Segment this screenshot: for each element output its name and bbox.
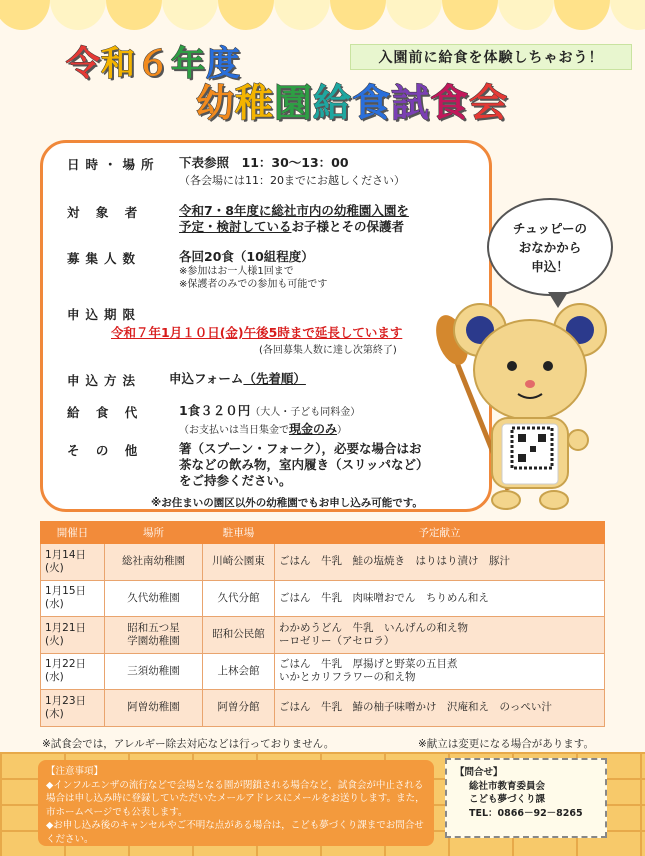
method-form: 申込フォーム bbox=[169, 371, 244, 386]
title-letter: 給 bbox=[313, 81, 353, 125]
cell-parking-line: 昭和公民館 bbox=[212, 628, 265, 641]
cell-date-line: (木) bbox=[45, 707, 64, 720]
title-letter: 園 bbox=[274, 81, 314, 125]
fee-label: 給 食 代 bbox=[67, 405, 144, 420]
cell-place-line: 三須幼稚園 bbox=[127, 664, 180, 677]
fee-text: 1食３２０円 bbox=[179, 403, 251, 418]
cell-place bbox=[105, 580, 203, 617]
cell-date-line: 1月22日 bbox=[45, 658, 87, 671]
contact-tel: TEL：0866－92－8265 bbox=[469, 807, 583, 819]
cell-menu bbox=[275, 544, 605, 581]
title-letter: 会 bbox=[469, 81, 509, 125]
cell-date-line: 1月23日 bbox=[45, 694, 87, 707]
deadline-note: (各回募集人数に達し次第終了) bbox=[259, 345, 397, 356]
table-row bbox=[41, 690, 605, 727]
cell-place bbox=[105, 653, 203, 690]
title-letter: 度 bbox=[206, 44, 241, 84]
method-value bbox=[169, 371, 306, 387]
cell-menu-line: いかとカリフラワーの和え物 bbox=[279, 671, 416, 684]
awning-scallop-piece bbox=[0, 0, 50, 30]
awning-scallop-piece bbox=[50, 0, 106, 30]
title-main bbox=[196, 80, 508, 126]
cell-parking bbox=[203, 580, 275, 617]
col-menu: 予定献立 bbox=[275, 522, 605, 544]
table-row bbox=[41, 617, 605, 654]
cell-date-line: (火) bbox=[45, 634, 64, 647]
cell-place bbox=[105, 690, 203, 727]
awning-scallop-piece bbox=[610, 0, 645, 30]
awning-scallop bbox=[0, 0, 645, 34]
awning-scallop-piece bbox=[162, 0, 218, 30]
cell-menu-line: ごはん 牛乳 鰆の柚子味噌かけ 沢庵和え のっぺい汁 bbox=[279, 701, 552, 714]
table-header-row bbox=[41, 522, 605, 544]
awning-scallop-piece bbox=[386, 0, 442, 30]
title-letter: 食 bbox=[430, 81, 470, 125]
cell-parking bbox=[203, 653, 275, 690]
cell-parking-line: 川崎公園東 bbox=[212, 555, 265, 568]
speech-bubble: チュッピーの おなかから 申込！ bbox=[487, 198, 613, 296]
title-letter: 年 bbox=[171, 44, 206, 84]
fee-text-note: （大人・子ども同料金） bbox=[250, 407, 361, 418]
cell-place bbox=[105, 617, 203, 654]
target-line1: 令和7・8年度に総社市内の幼稚園入園を bbox=[179, 203, 409, 218]
info-footnote: ※お住まいの園区以外の幼稚園でもお申し込み可能です。 bbox=[151, 497, 423, 509]
deadline-value: 令和７年1月１０日(金)午後5時まで延長しています bbox=[111, 325, 403, 340]
method-order: （先着順） bbox=[243, 371, 306, 386]
title-letter: 稚 bbox=[235, 81, 275, 125]
cell-date-line: 1月15日 bbox=[45, 585, 87, 598]
target-line2a: 予定・検討している bbox=[179, 219, 292, 234]
method-label: 申込方法 bbox=[67, 373, 142, 388]
schedule-table bbox=[40, 521, 605, 727]
datetime-label: 日時・場所 bbox=[67, 157, 160, 172]
title-letter: 和 bbox=[101, 44, 136, 84]
contact-title: 【問合せ】 bbox=[455, 767, 503, 778]
mascot-illustration bbox=[430, 300, 630, 520]
cell-date bbox=[41, 580, 105, 617]
cell-parking bbox=[203, 617, 275, 654]
allergy-note: ※試食会では，アレルギー除去対応などは行っておりません。 bbox=[42, 738, 335, 750]
cell-parking-line: 阿曽分館 bbox=[217, 701, 260, 714]
cell-menu-line: ごはん 牛乳 肉味噌おでん ちりめん和え bbox=[279, 591, 489, 604]
cell-parking-line: 久代分館 bbox=[217, 591, 260, 604]
caution-p2: ◆お申し込み後のキャンセルやご不明な点がある場合は，こども夢づくり課までお問合せください。 bbox=[46, 820, 424, 845]
awning-scallop-piece bbox=[330, 0, 386, 30]
info-panel bbox=[40, 140, 492, 512]
capacity-note2: ※保護者のみでの参加も可能です bbox=[179, 279, 328, 290]
cell-menu bbox=[275, 690, 605, 727]
datetime-note: （各会場には11：20までにお越しください） bbox=[179, 174, 405, 187]
table-row bbox=[41, 580, 605, 617]
col-parking: 駐車場 bbox=[203, 522, 275, 544]
col-place: 場所 bbox=[105, 522, 203, 544]
subtitle-text: 入園前に給食を体験しちゃおう！ bbox=[378, 50, 604, 66]
capacity-note1: ※参加はお一人様1回まで bbox=[179, 266, 294, 277]
cell-menu-line: ごはん 牛乳 鮭の塩焼き はりはり漬け 豚汁 bbox=[279, 555, 510, 568]
title-letter: ６ bbox=[136, 44, 171, 84]
title-letter: 食 bbox=[352, 81, 392, 125]
contact-box bbox=[445, 758, 607, 838]
cell-date bbox=[41, 653, 105, 690]
subtitle-banner bbox=[350, 44, 632, 70]
cell-date bbox=[41, 544, 105, 581]
cell-place-line: 久代幼稚園 bbox=[127, 591, 180, 604]
caution-p1: ◆インフルエンザの流行などで会場となる園が閉鎖される場合など，試食会が中止される場合は申し込み時に登録していただいたメールアドレスにメールをお送りします。また，市ホームページでも公表します。 bbox=[46, 779, 425, 818]
cell-place-line: 昭和五つ星 bbox=[127, 621, 180, 634]
cell-place-line: 学園幼稚園 bbox=[127, 634, 180, 647]
title-letter: 試 bbox=[391, 81, 431, 125]
awning-scallop-piece bbox=[442, 0, 498, 30]
fee-cash-only: 現金のみ bbox=[289, 422, 338, 436]
awning-scallop-piece bbox=[554, 0, 610, 30]
awning-scallop-piece bbox=[218, 0, 274, 30]
fee-value bbox=[179, 403, 360, 419]
cell-menu bbox=[275, 580, 605, 617]
cell-menu bbox=[275, 617, 605, 654]
cell-menu-line: ごはん 牛乳 厚揚げと野菜の五目煮 bbox=[279, 658, 458, 671]
cell-date bbox=[41, 617, 105, 654]
cell-place bbox=[105, 544, 203, 581]
capacity-label: 募集人数 bbox=[67, 251, 142, 266]
title-year-text bbox=[66, 44, 241, 84]
awning-scallop-piece bbox=[106, 0, 162, 30]
cell-menu-line: わかめうどん 牛乳 いんげんの和え物 bbox=[279, 621, 468, 634]
cell-date-line: (火) bbox=[45, 561, 64, 574]
cell-place-line: 阿曽幼稚園 bbox=[127, 701, 180, 714]
menu-change-note: ※献立は変更になる場合があります。 bbox=[418, 738, 594, 750]
other-value: 箸（スプーン・フォーク），必要な場合はお 茶などの飲み物，室内履き（スリッパなど） をご持参ください。 bbox=[179, 441, 429, 488]
cell-place-line: 総社南幼稚園 bbox=[122, 555, 185, 568]
col-date: 開催日 bbox=[41, 522, 105, 544]
caution-title: 【注意事項】 bbox=[46, 766, 104, 777]
cell-date-line: (水) bbox=[45, 671, 64, 684]
target-label: 対 象 者 bbox=[67, 205, 144, 220]
cell-parking bbox=[203, 544, 275, 581]
cell-date bbox=[41, 690, 105, 727]
cell-menu bbox=[275, 653, 605, 690]
cell-parking bbox=[203, 690, 275, 727]
other-label: そ の 他 bbox=[67, 443, 144, 458]
cell-date-line: (水) bbox=[45, 598, 64, 611]
deadline-label: 申込期限 bbox=[67, 307, 142, 322]
cell-date-line: 1月14日 bbox=[45, 548, 87, 561]
capacity-value bbox=[179, 249, 327, 291]
table-row bbox=[41, 544, 605, 581]
fee-payment-note: （お支払いは当日集金で現金のみ） bbox=[179, 422, 348, 436]
title-letter: 幼 bbox=[196, 81, 236, 125]
target-line2b: お子様とその保護者 bbox=[291, 219, 405, 234]
cell-date-line: 1月21日 bbox=[45, 621, 87, 634]
table-row bbox=[41, 653, 605, 690]
title-letter: 令 bbox=[66, 44, 101, 84]
title-main-text bbox=[196, 81, 508, 125]
datetime-value: 下表参照 11：30〜13：00 bbox=[179, 155, 349, 170]
target-value bbox=[179, 203, 409, 235]
awning-scallop-piece bbox=[498, 0, 554, 30]
capacity-text: 各回20食（10組程度） bbox=[179, 249, 314, 264]
cell-menu-line: ーロゼリー（アセロラ） bbox=[279, 634, 395, 647]
cell-parking-line: 上林会館 bbox=[217, 664, 260, 677]
caution-box bbox=[38, 760, 434, 846]
contact-org1: 総社市教育委員会 bbox=[469, 780, 546, 792]
awning-scallop-piece bbox=[274, 0, 330, 30]
contact-org2: こども夢づくり課 bbox=[469, 794, 546, 805]
